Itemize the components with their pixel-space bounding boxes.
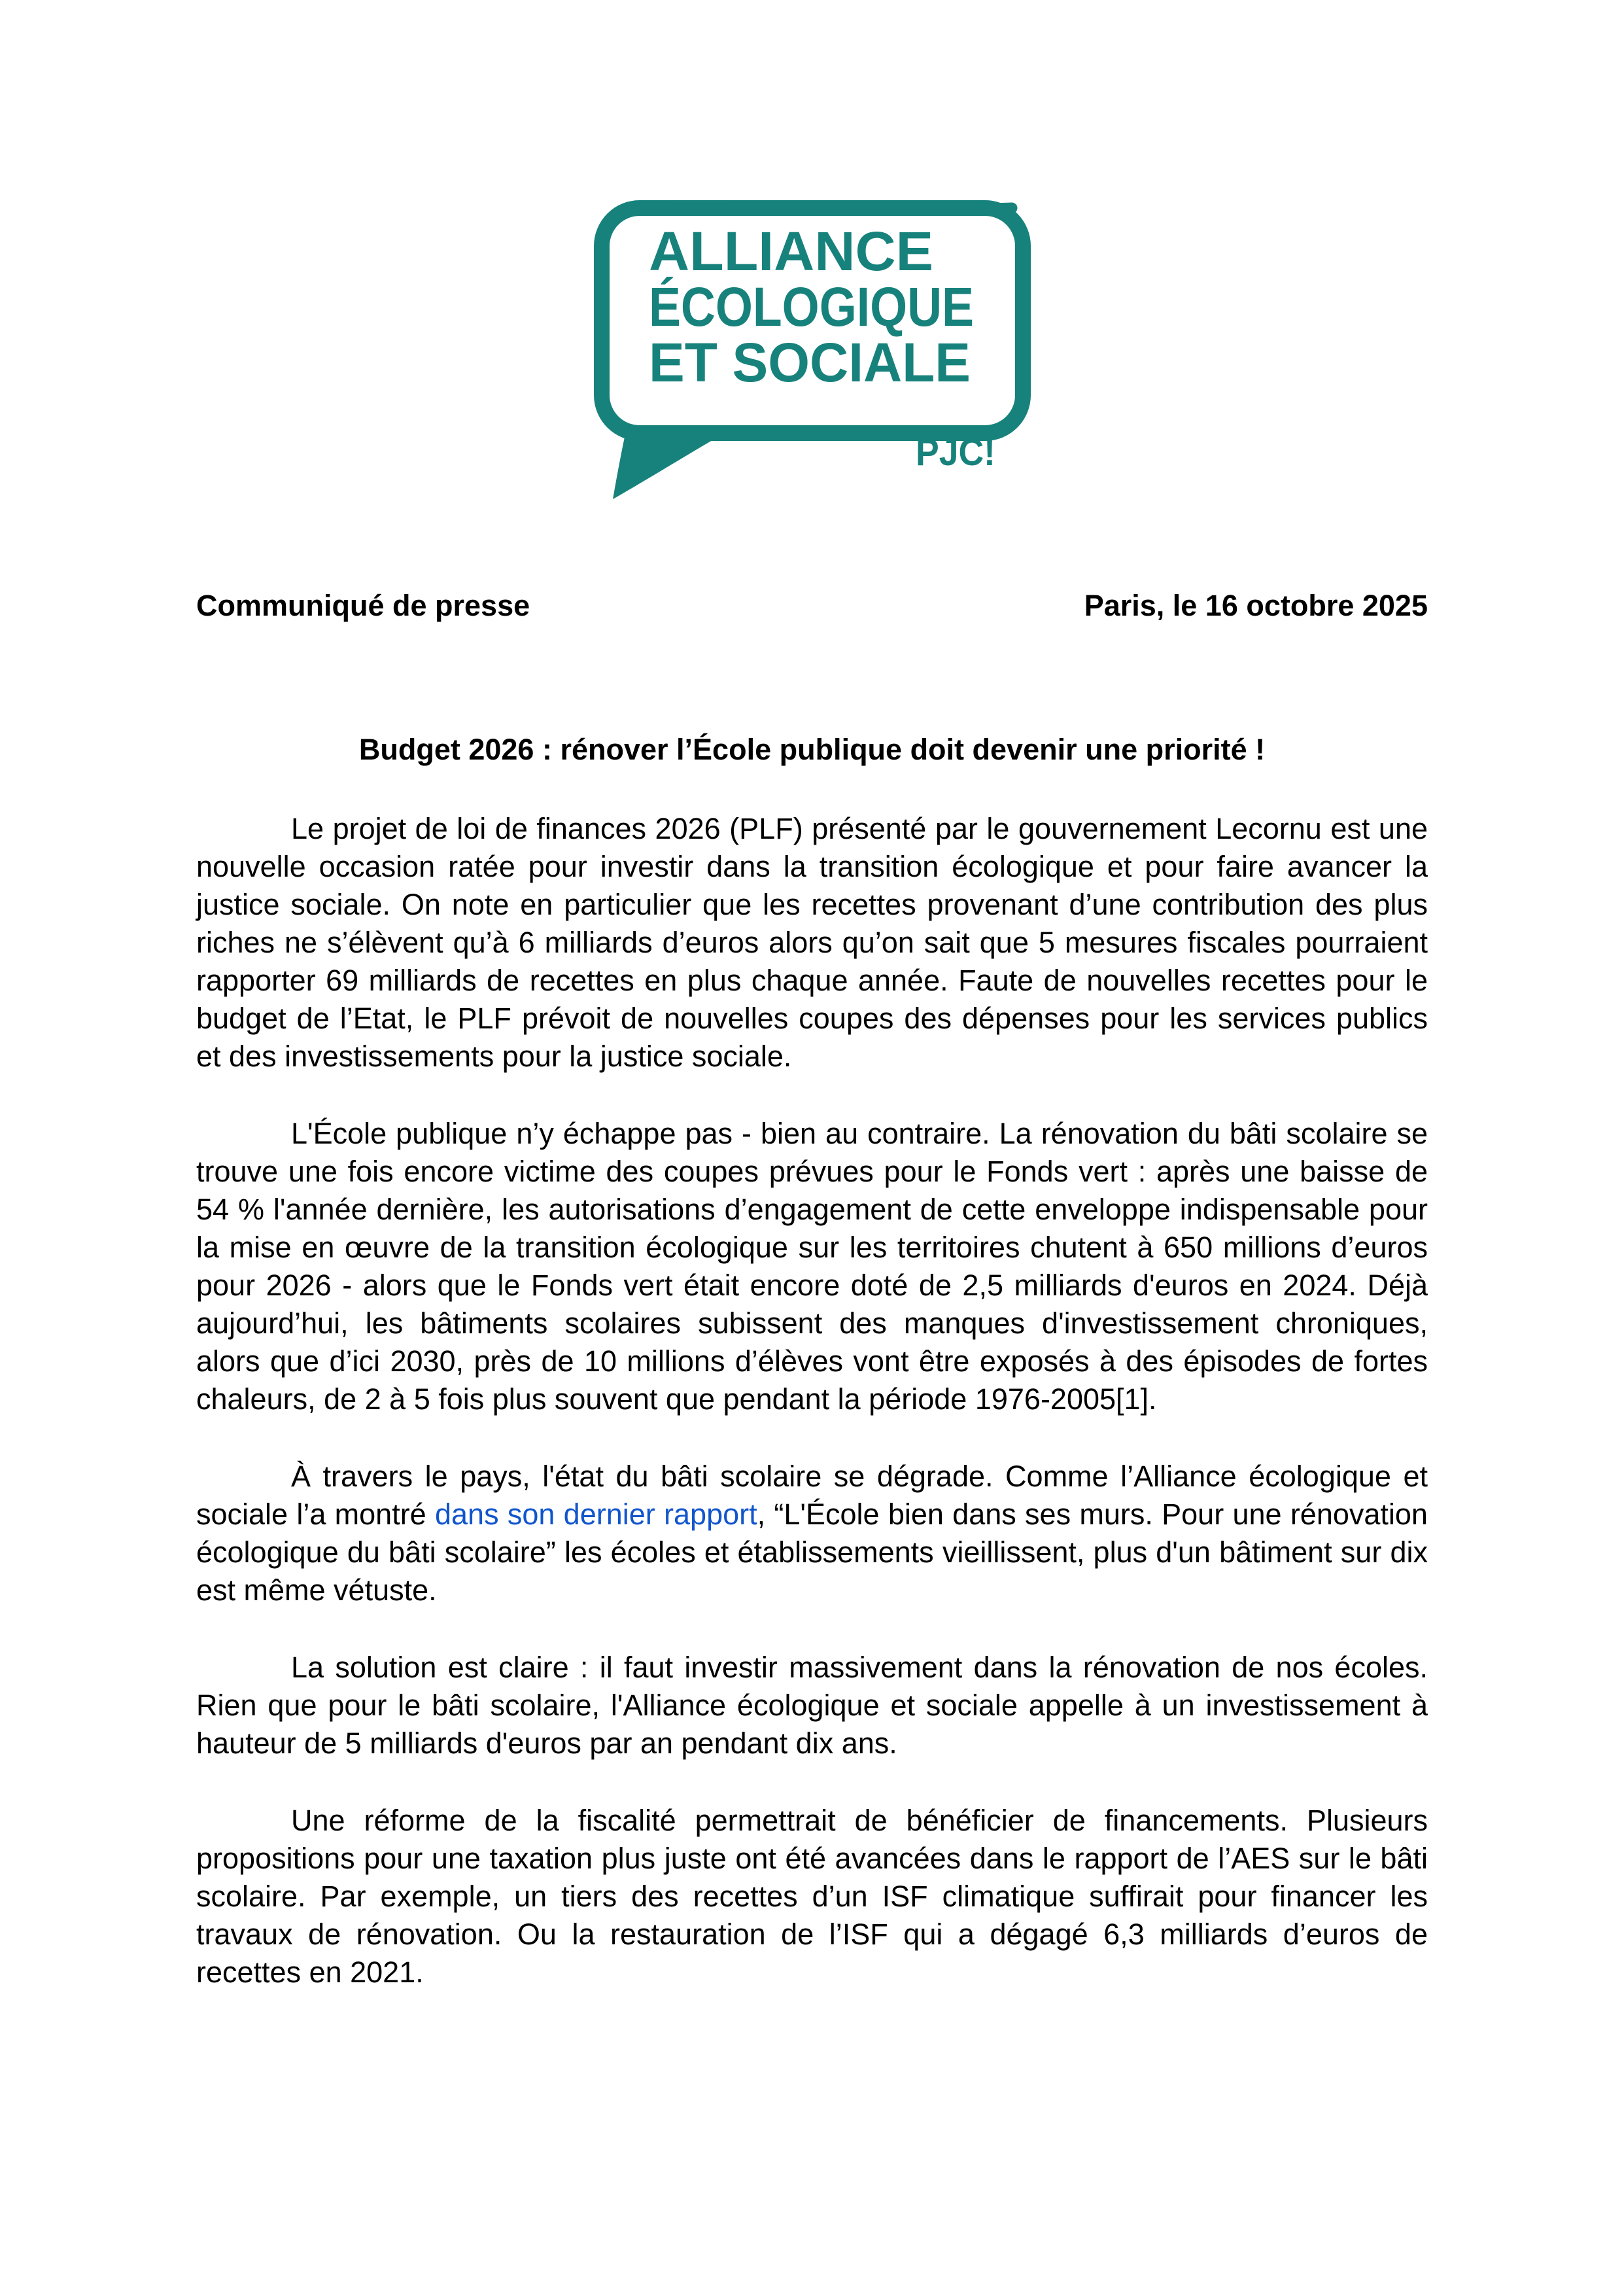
speech-bubble-tail	[613, 425, 731, 499]
logo-tagline-pjc: PJC!	[915, 431, 995, 474]
dateline: Paris, le 16 octobre 2025	[1084, 589, 1428, 622]
paragraph-4-text: La solution est claire : il faut investir massivement dans la rénovation de nos écoles. Rien que pour le bâti scolaire, l'Alliance écologique et sociale appelle à un investissement à hauteur de 5 milliards d'euros par an pendant dix ans.	[196, 1651, 1428, 1760]
logo-line-3: ET SOCIALE	[648, 332, 971, 393]
aes-logo	[593, 200, 1031, 507]
paragraph-5	[196, 1802, 1428, 1991]
press-release-body	[196, 810, 1428, 1991]
paragraph-5-text: Une réforme de la fiscalité permettrait de bénéficier de financements. Plusieurs propositions pour une taxation plus juste ont été avancées dans le rapport de l’AES sur le bâti scolaire. Par exemple, un tiers des recettes d’un ISF climatique suffirait pour financer les travaux de rénovation. Ou la restauration de l’ISF qui a dégagé 6,3 milliards d’euros de recettes en 2021.	[196, 1804, 1428, 1989]
document-type-label: Communiqué de presse	[196, 589, 530, 622]
speech-bubble-logo-icon	[593, 200, 1031, 507]
paragraph-3	[196, 1458, 1428, 1609]
paragraph-3-text-before-link: À travers le pays, l'état du bâti scolaire se dégrade. Comme l’Alliance écologique et sociale l’a montré	[196, 1460, 1428, 1531]
paragraph-2-text: L'École publique n’y échappe pas - bien au contraire. La rénovation du bâti scolaire se trouve une fois encore victime des coupes prévues pour le Fonds vert : après une baisse de 54 % l'année dernière, les autorisations d’engagement de cette enveloppe indispensable pour la mise en œuvre de la transition écologique sur les territoires chutent à 650 millions d’euros pour 2026 - alors que le Fonds vert était encore doté de 2,5 milliards d'euros en 2024. Déjà aujourd’hui, les bâtiments scolaires subissent des manques d'investissement chroniques, alors que d’ici 2030, près de 10 millions d’élèves vont être exposés à des épisodes de fortes chaleurs, de 2 à 5 fois plus souvent que pendant la période 1976-2005[1].	[196, 1117, 1428, 1416]
paragraph-1-text: Le projet de loi de finances 2026 (PLF) présenté par le gouvernement Lecornu est une nouvelle occasion ratée pour investir dans la transition écologique et pour faire avancer la justice sociale. On note en particulier que les recettes provenant d’une contribution des plus riches ne s’élèvent qu’à 6 milliards d’euros alors qu’on sait que 5 mesures fiscales pourraient rapporter 69 milliards de recettes en plus chaque année. Faute de nouvelles recettes pour le budget de l’Etat, le PLF prévoit de nouvelles coupes des dépenses pour les services publics et des investissements pour la justice sociale.	[196, 812, 1428, 1073]
report-link[interactable]: dans son dernier rapport	[434, 1498, 757, 1531]
paragraph-4	[196, 1649, 1428, 1762]
paragraph-2	[196, 1115, 1428, 1418]
logo-line-1: ALLIANCE	[648, 220, 933, 282]
paragraph-1	[196, 810, 1428, 1076]
paragraph-3-text-after-link: , “L'École bien dans ses murs. Pour une rénovation écologique du bâti scolaire” les écoles et établissements vieillissent, plus d'un bâtiment sur dix est même vétuste.	[196, 1498, 1428, 1607]
header-row	[196, 589, 1428, 623]
bubble-top-wobble	[639, 206, 1012, 210]
logo-line-2: ÉCOLOGIQUE	[648, 276, 974, 338]
press-release-title: Budget 2026 : rénover l’École publique doit devenir une priorité !	[358, 733, 1266, 766]
